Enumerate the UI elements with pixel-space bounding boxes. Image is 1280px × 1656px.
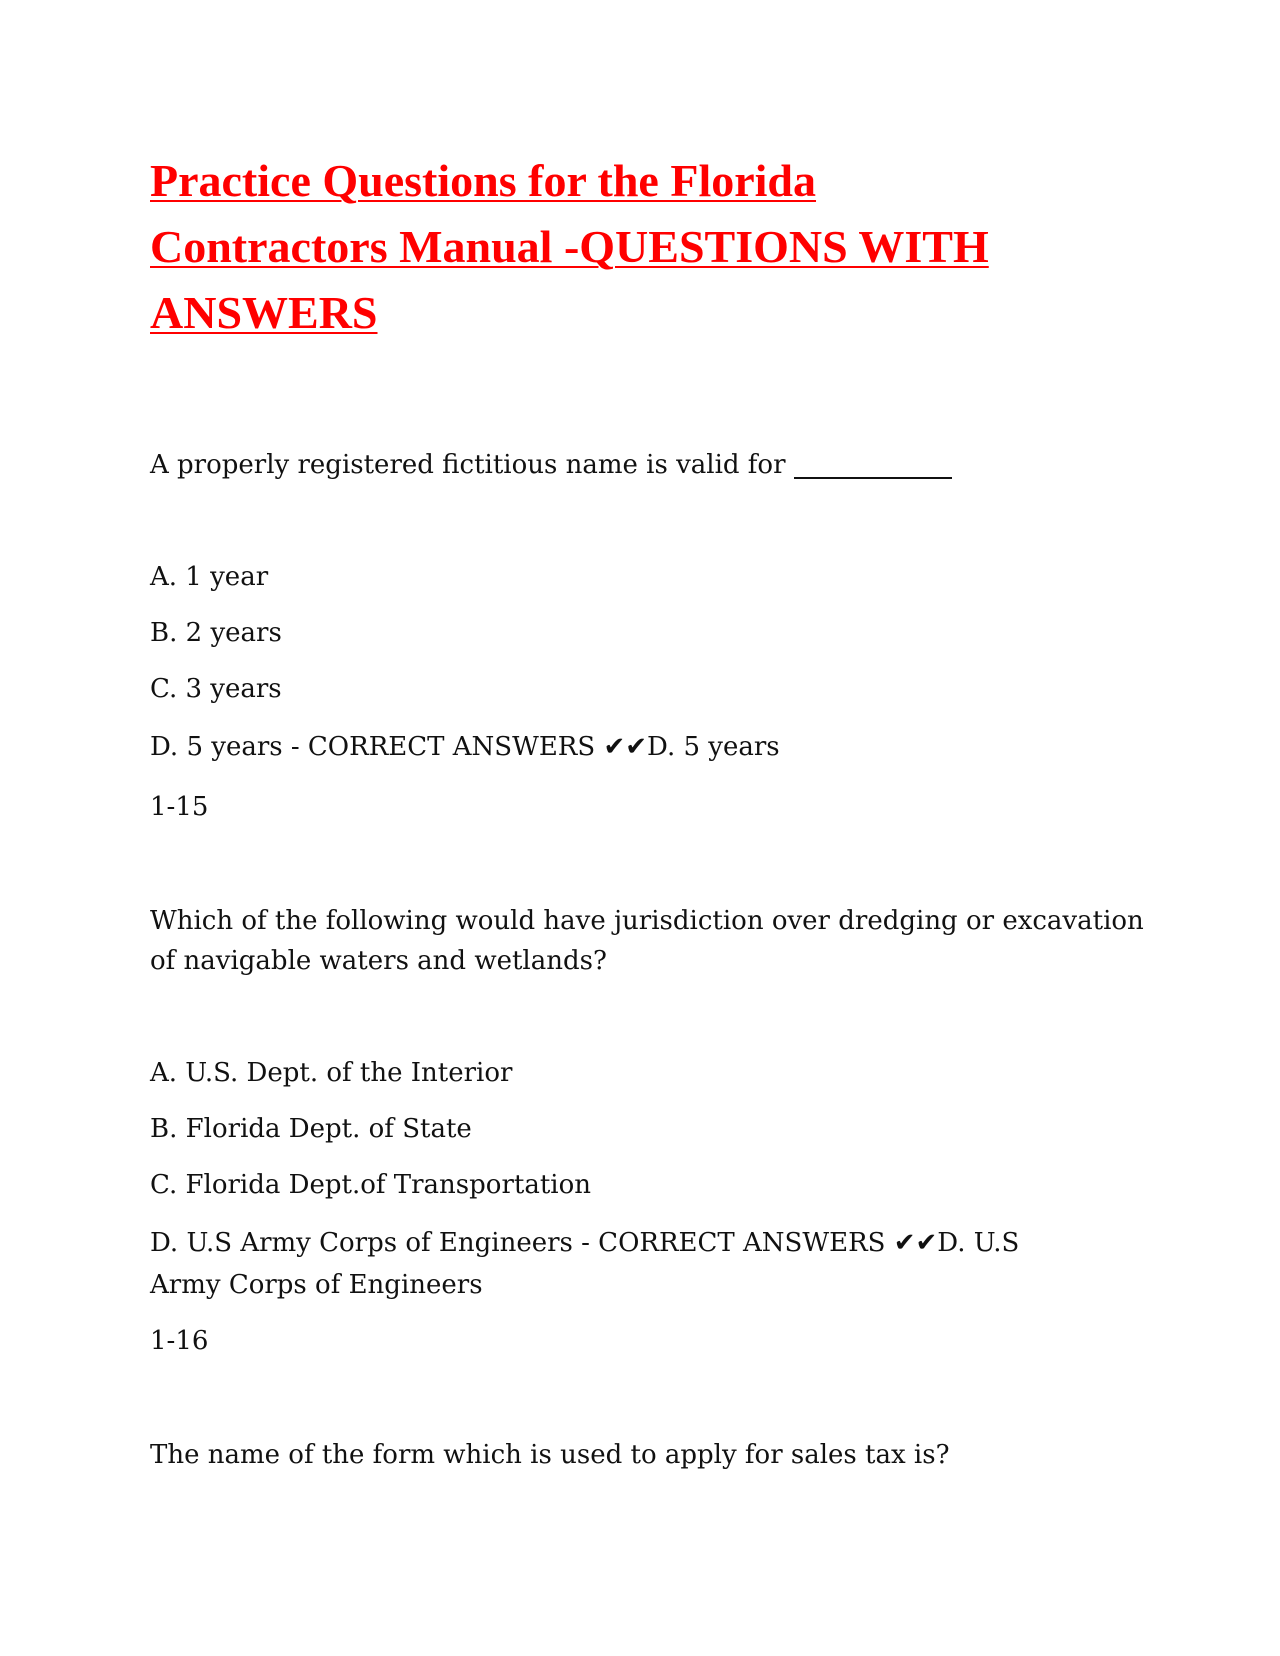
document-title bbox=[150, 148, 1150, 346]
title-line-2: Contractors Manual -QUESTIONS WITH bbox=[150, 221, 989, 272]
title-line-1: Practice Questions for the Florida bbox=[150, 155, 817, 206]
question-1-prompt bbox=[150, 444, 952, 486]
question-2-answer-line-2: Army Corps of Engineers bbox=[150, 1270, 483, 1300]
question-1-option-c: C. 3 years bbox=[150, 674, 282, 704]
answer-blank bbox=[794, 449, 952, 479]
question-1-option-b: B. 2 years bbox=[150, 618, 282, 648]
question-2-option-a: A. U.S. Dept. of the Interior bbox=[150, 1058, 513, 1088]
question-2-option-b: B. Florida Dept. of State bbox=[150, 1114, 472, 1144]
question-2-prompt-line-2: of navigable waters and wetlands? bbox=[150, 946, 607, 976]
question-2-answer-line-1: D. U.S Army Corps of Engineers - CORRECT ANSWERS ✔✔D. U.S bbox=[150, 1228, 1020, 1258]
question-3-prompt: The name of the form which is used to apply for sales tax is? bbox=[150, 1440, 950, 1470]
question-2-reference: 1-16 bbox=[150, 1326, 209, 1356]
question-1-option-d-answer: D. 5 years - CORRECT ANSWERS ✔✔D. 5 years bbox=[150, 732, 780, 762]
question-1-reference: 1-15 bbox=[150, 792, 209, 822]
title-line-3: ANSWERS bbox=[150, 287, 378, 338]
question-1-prompt-text: A properly registered fictitious name is valid for bbox=[150, 450, 786, 480]
question-1-option-a: A. 1 year bbox=[150, 562, 269, 592]
question-2-prompt-line-1: Which of the following would have jurisdiction over dredging or excavation bbox=[150, 906, 1144, 936]
question-2-option-c: C. Florida Dept.of Transportation bbox=[150, 1170, 591, 1200]
